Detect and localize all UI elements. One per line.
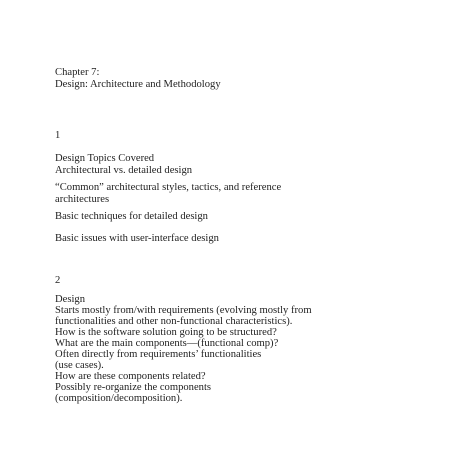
slide-text-line: Possibly re-organize the components [55,382,212,393]
slide-text-line: How are these components related? [55,371,206,382]
slide-text-line: What are the main components—(functional comp)? [55,338,279,349]
slide-number: 2 [55,275,61,286]
chapter-number: Chapter 7: [55,67,100,78]
slide-text-line: “Common” architectural styles, tactics, and reference [55,182,282,193]
slide-text-line: functionalities and other non-functional characteristics). [55,316,293,327]
slide-text-line: Often directly from requirements’ functionalities [55,349,262,360]
chapter-title: Design: Architecture and Methodology [55,79,221,90]
slide-text-line: (use cases). [55,360,104,371]
slide-text-line: Basic techniques for detailed design [55,211,208,222]
slide-title: Design [55,294,86,305]
slide-number: 1 [55,130,61,141]
slide-text-line: (composition/decomposition). [55,393,183,404]
slide-text-line: How is the software solution going to be structured? [55,327,277,338]
slide-text-line: Starts mostly from/with requirements (evolving mostly from [55,305,312,316]
slide-text-line: Basic issues with user-interface design [55,233,219,244]
slide-text-line: Architectural vs. detailed design [55,165,193,176]
slide-title: Design Topics Covered [55,153,155,164]
document-page [55,0,445,453]
slide-text-line: architectures [55,194,110,205]
